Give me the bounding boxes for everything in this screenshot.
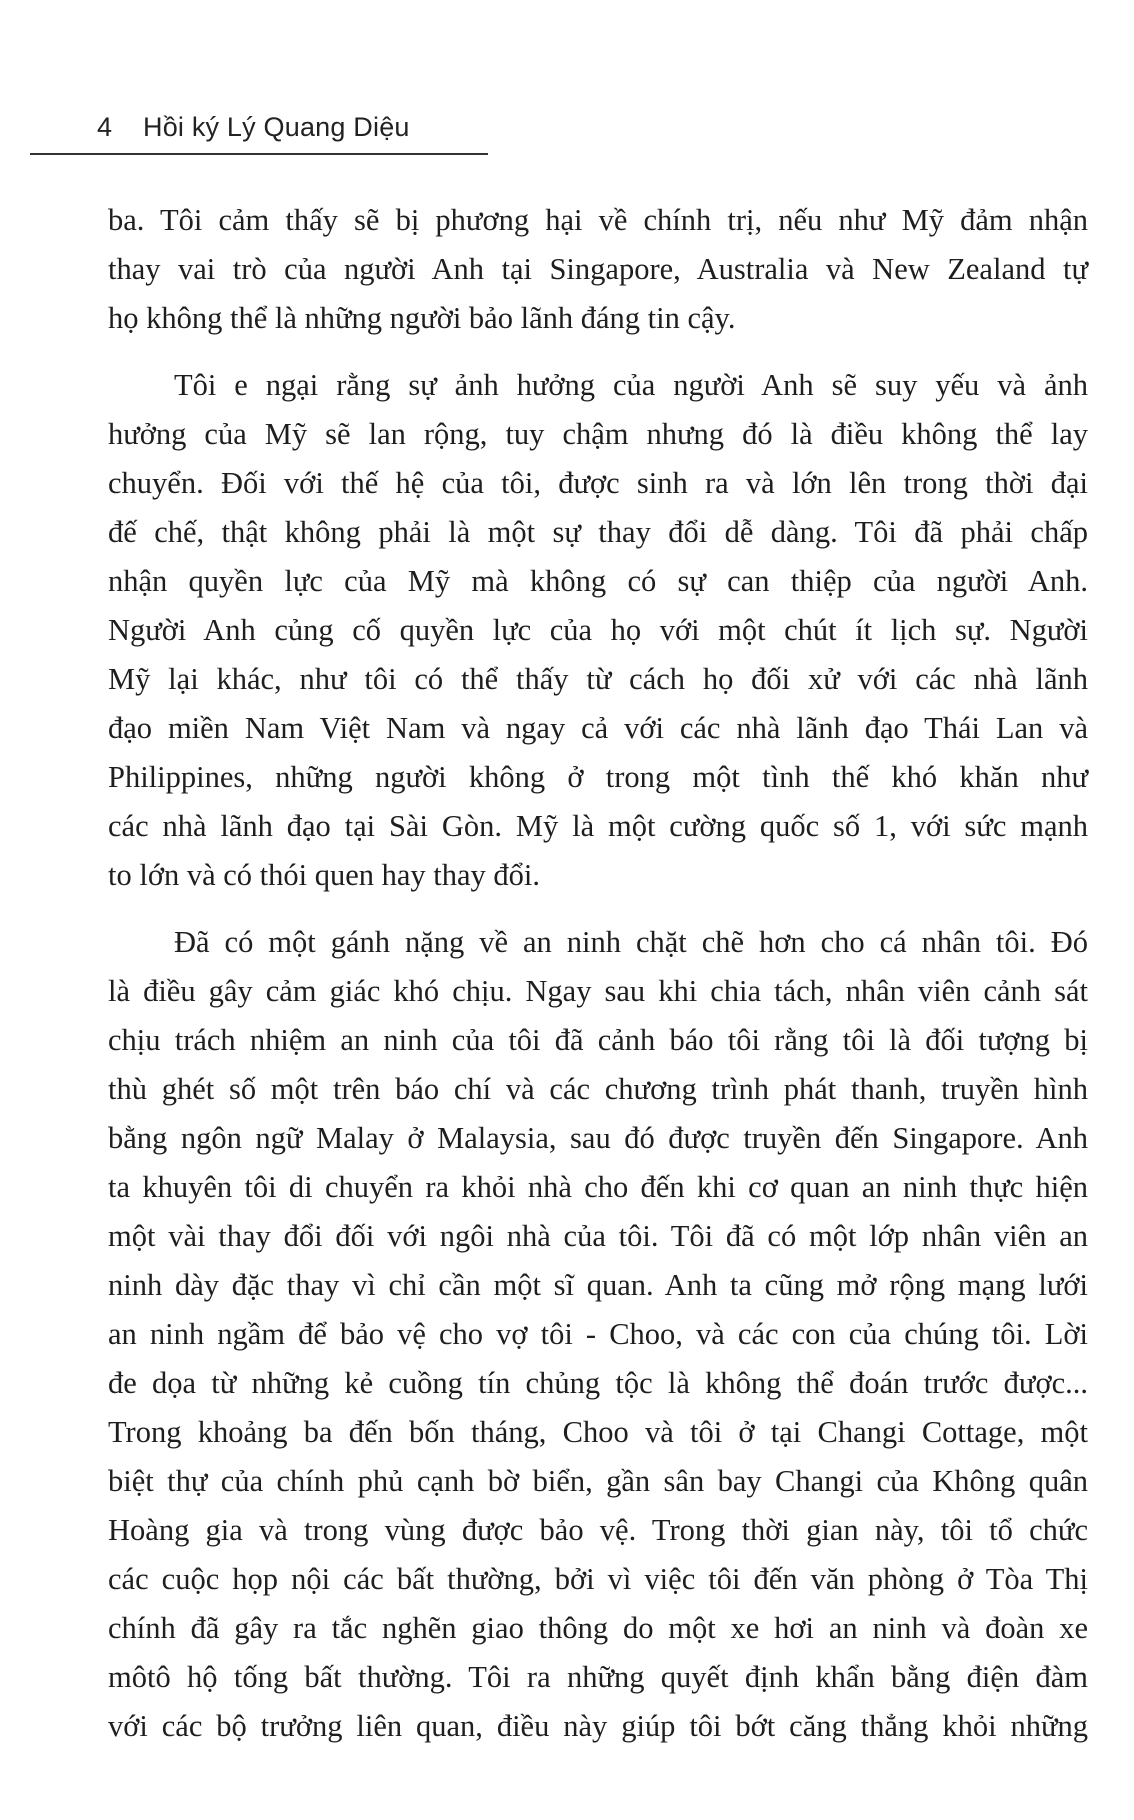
book-title: Hồi ký Lý Quang Diệu: [143, 112, 410, 142]
text-line: ninh dày đặc thay vì chỉ cần một sĩ quan. Anh ta cũng mở rộng mạng lưới: [108, 1268, 1088, 1302]
paragraph: [108, 361, 1088, 900]
text-line: thay vai trò của người Anh tại Singapore, Australia và New Zealand tự: [108, 252, 1088, 286]
text-line: chính đã gây ra tắc nghẽn giao thông do một xe hơi an ninh và đoàn xe: [108, 1611, 1088, 1645]
text-line: biệt thự của chính phủ cạnh bờ biển, gần sân bay Changi của Không quân: [108, 1464, 1088, 1498]
text-line: Người Anh củng cố quyền lực của họ với một chút ít lịch sự. Người: [108, 613, 1088, 647]
text-line: Hoàng gia và trong vùng được bảo vệ. Trong thời gian này, tôi tổ chức: [108, 1513, 1088, 1547]
running-header: [97, 112, 410, 143]
text-line: hưởng của Mỹ sẽ lan rộng, tuy chậm nhưng đó là điều không thể lay: [108, 417, 1088, 451]
text-line: Philippines, những người không ở trong một tình thế khó khăn như: [108, 760, 1088, 794]
text-line: ta khuyên tôi di chuyển ra khỏi nhà cho đến khi cơ quan an ninh thực hiện: [108, 1170, 1088, 1204]
text-line: thù ghét số một trên báo chí và các chương trình phát thanh, truyền hình: [108, 1072, 1088, 1106]
text-line: Tôi e ngại rằng sự ảnh hưởng của người Anh sẽ suy yếu và ảnh: [174, 368, 1088, 402]
text-line: Trong khoảng ba đến bốn tháng, Choo và tôi ở tại Changi Cottage, một: [108, 1415, 1088, 1449]
header-rule: [30, 153, 488, 155]
text-line: nhận quyền lực của Mỹ mà không có sự can thiệp của người Anh.: [108, 564, 1088, 598]
text-line: ba. Tôi cảm thấy sẽ bị phương hại về chính trị, nếu như Mỹ đảm nhận: [108, 203, 1088, 237]
body-text: [108, 196, 1088, 1769]
text-line: chịu trách nhiệm an ninh của tôi đã cảnh báo tôi rằng tôi là đối tượng bị: [108, 1023, 1088, 1057]
text-line: chuyển. Đối với thế hệ của tôi, được sinh ra và lớn lên trong thời đại: [108, 466, 1088, 500]
text-line: với các bộ trưởng liên quan, điều này giúp tôi bớt căng thẳng khỏi những: [108, 1709, 1088, 1743]
text-line: Đã có một gánh nặng về an ninh chặt chẽ hơn cho cá nhân tôi. Đó: [174, 925, 1088, 959]
text-line: đạo miền Nam Việt Nam và ngay cả với các nhà lãnh đạo Thái Lan và: [108, 711, 1088, 745]
text-line: các nhà lãnh đạo tại Sài Gòn. Mỹ là một cường quốc số 1, với sức mạnh: [108, 809, 1088, 843]
text-line: bằng ngôn ngữ Malay ở Malaysia, sau đó được truyền đến Singapore. Anh: [108, 1121, 1088, 1155]
text-line: an ninh ngầm để bảo vệ cho vợ tôi - Choo, và các con của chúng tôi. Lời: [108, 1317, 1088, 1351]
text-line: là điều gây cảm giác khó chịu. Ngay sau khi chia tách, nhân viên cảnh sát: [108, 974, 1088, 1008]
text-line: họ không thể là những người bảo lãnh đáng tin cậy.: [108, 301, 736, 335]
paragraph: [108, 196, 1088, 343]
paragraph: [108, 918, 1088, 1751]
page-number: 4: [97, 112, 113, 142]
text-line: to lớn và có thói quen hay thay đổi.: [108, 858, 541, 892]
text-line: một vài thay đổi đối với ngôi nhà của tôi. Tôi đã có một lớp nhân viên an: [108, 1219, 1088, 1253]
text-line: các cuộc họp nội các bất thường, bởi vì việc tôi đến văn phòng ở Tòa Thị: [108, 1562, 1088, 1596]
text-line: đe dọa từ những kẻ cuồng tín chủng tộc là không thể đoán trước được...: [108, 1366, 1088, 1400]
text-line: đế chế, thật không phải là một sự thay đổi dễ dàng. Tôi đã phải chấp: [108, 515, 1088, 549]
text-line: môtô hộ tống bất thường. Tôi ra những quyết định khẩn bằng điện đàm: [108, 1660, 1088, 1694]
text-line: Mỹ lại khác, như tôi có thể thấy từ cách họ đối xử với các nhà lãnh: [108, 662, 1088, 696]
